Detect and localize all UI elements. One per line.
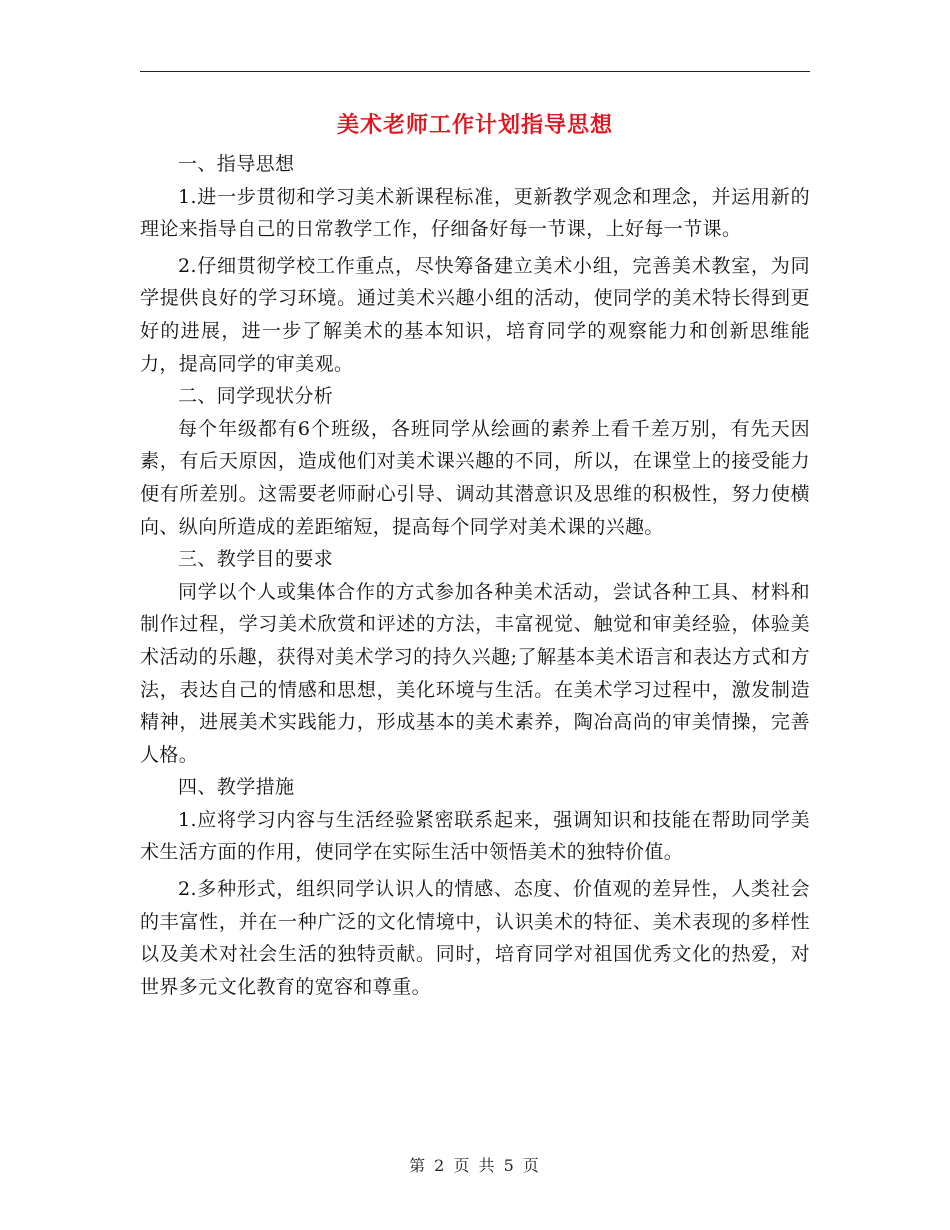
document-body — [140, 148, 810, 1003]
document-title: 美术老师工作计划指导思想 — [336, 113, 613, 138]
paragraph-student-analysis: 每个年级都有6个班级，各班同学从绘画的素养上看千差万别，有先天因素，有后天原因，造成他们对美术课兴趣的不同，所以，在课堂上的接受能力便有所差别。这需要老师耐心引导、调动其潜意识及思维的积极性，努力使横向、纵向所造成的差距缩短，提高每个同学对美术课的兴趣。 — [140, 417, 810, 538]
paragraph-measure-1: 1.应将学习内容与生活经验紧密联系起来，强调知识和技能在帮助同学美术生活方面的作用，使同学在实际生活中领悟美术的独特价值。 — [140, 808, 810, 864]
paragraph-item-1: 1.进一步贯彻和学习美术新课程标准，更新教学观念和理念，并运用新的理论来指导自己的日常教学工作，仔细备好每一节课，上好每一节课。 — [140, 185, 810, 241]
paragraph-measure-2: 2.多种形式，组织同学认识人的情感、态度、价值观的差异性，人类社会的丰富性，并在一种广泛的文化情境中，认识美术的特征、美术表现的多样性以及美术对社会生活的独特贡献。同时，培育同学对祖国优秀文化的热爱，对世界多元文化教育的宽容和尊重。 — [140, 878, 810, 998]
section-heading-guiding-ideology: 一、指导思想 — [178, 153, 295, 175]
paragraph-teaching-goals: 同学以个人或集体合作的方式参加各种美术活动，尝试各种工具、材料和制作过程，学习美术欣赏和评述的方法，丰富视觉、触觉和审美经验，体验美术活动的乐趣，获得对美术学习的持久兴趣;了解基本美术语言和表达方式和方法，表达自己的情感和思想，美化环境与生活。在美术学习过程中，激发制造精神，进展美术实践能力，形成基本的美术素养，陶冶高尚的审美情操，完善人格。 — [140, 580, 810, 766]
section-heading-student-analysis: 二、同学现状分析 — [178, 385, 334, 408]
section-heading-teaching-measures: 四、教学措施 — [178, 776, 295, 799]
paragraph-item-2: 2.仔细贯彻学校工作重点，尽快筹备建立美术小组，完善美术教室，为同学提供良好的学习环境。通过美术兴趣小组的活动，使同学的美术特长得到更好的进展，进一步了解美术的基本知识，培育同学的观察能力和创新思维能力，提高同学的审美观。 — [140, 254, 810, 375]
page-number-footer: 第 2 页 共 5 页 — [409, 1156, 541, 1175]
section-heading-teaching-goals: 三、教学目的要求 — [178, 548, 334, 571]
header-rule — [140, 71, 810, 72]
